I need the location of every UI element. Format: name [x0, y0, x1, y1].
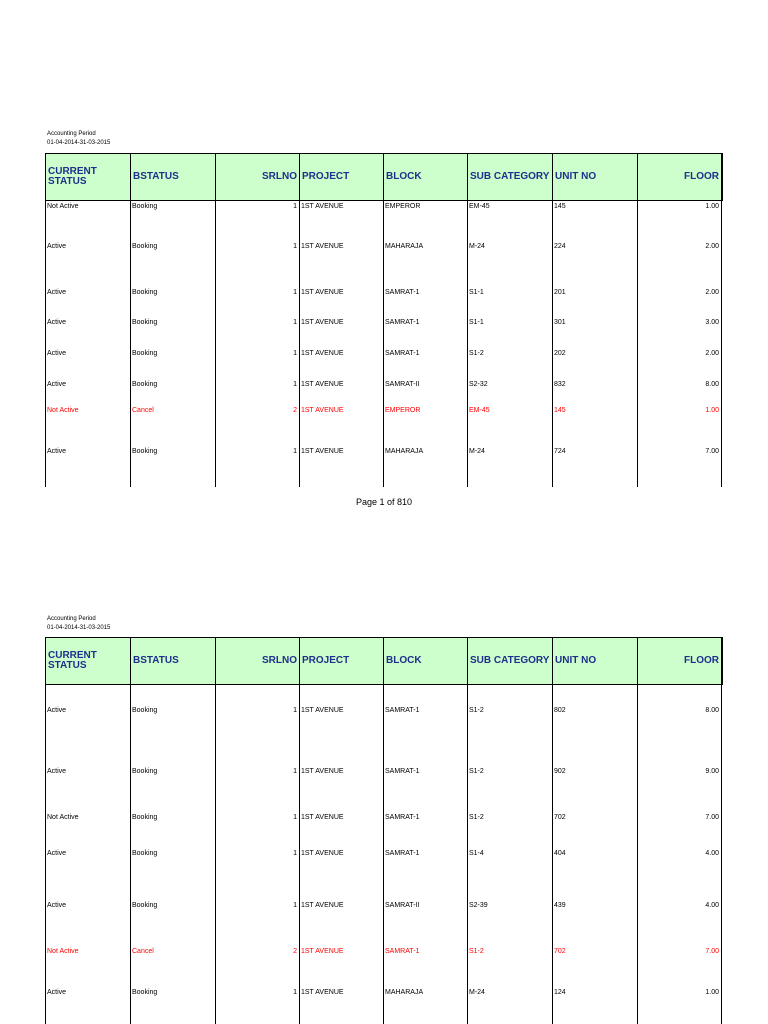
subcategory-cell: S1-2 [469, 768, 484, 775]
column-divider [299, 637, 300, 1024]
project-cell: 1ST AVENUE [301, 319, 344, 326]
period-value: 01-04-2014-31-03-2015 [47, 625, 111, 631]
unitno-cell: 802 [554, 707, 566, 714]
bstatus-cell: Booking [132, 448, 158, 455]
status-cell: Not Active [47, 814, 79, 821]
subcategory-cell: S1-2 [469, 350, 484, 357]
column-divider [721, 153, 722, 487]
bstatus-cell: Booking [132, 289, 158, 296]
project-cell: 1ST AVENUE [301, 203, 344, 210]
status-cell: Active [47, 989, 67, 996]
project-cell: 1ST AVENUE [301, 381, 344, 388]
column-divider [215, 637, 216, 1024]
srlno-cell: 1 [293, 243, 297, 250]
block-cell: SAMRAT-1 [385, 850, 420, 857]
column-divider [299, 153, 300, 487]
project-cell: 1ST AVENUE [301, 768, 344, 775]
column-divider [637, 637, 638, 1024]
block-cell: SAMRAT-1 [385, 707, 420, 714]
unitno-cell: 832 [554, 381, 566, 388]
srlno-cell: 1 [293, 203, 297, 210]
block-header: BLOCK [386, 655, 422, 666]
project-cell: 1ST AVENUE [301, 289, 344, 296]
status-cell: Active [47, 319, 67, 326]
bstatus-cell: Booking [132, 707, 158, 714]
project-cell: 1ST AVENUE [301, 814, 344, 821]
block-cell: SAMRAT-1 [385, 948, 420, 955]
status-header: CURRENT STATUS [48, 166, 97, 187]
floor-cell: 4.00 [705, 902, 719, 909]
bstatus-cell: Cancel [132, 407, 154, 414]
column-divider [130, 153, 131, 487]
subcategory-cell: S1-1 [469, 289, 484, 296]
subcategory-cell: S1-4 [469, 850, 484, 857]
column-divider [383, 637, 384, 1024]
floor-cell: 3.00 [705, 319, 719, 326]
subcategory-cell: M-24 [469, 448, 485, 455]
bstatus-cell: Booking [132, 850, 158, 857]
unitno-header: UNIT NO [555, 171, 597, 182]
status-cell: Active [47, 850, 67, 857]
unitno-cell: 439 [554, 902, 566, 909]
bstatus-cell: Booking [132, 319, 158, 326]
period-label: Accounting Period [47, 131, 96, 137]
status-header: CURRENT STATUS [48, 650, 97, 671]
unitno-cell: 201 [554, 289, 566, 296]
block-cell: EMPEROR [385, 203, 421, 210]
srlno-cell: 1 [293, 707, 297, 714]
subcategory-cell: S1-2 [469, 814, 484, 821]
srlno-cell: 1 [293, 902, 297, 909]
project-cell: 1ST AVENUE [301, 407, 344, 414]
bstatus-cell: Cancel [132, 948, 154, 955]
floor-cell: 4.00 [705, 850, 719, 857]
status-cell: Active [47, 902, 67, 909]
status-cell: Active [47, 381, 67, 388]
status-cell: Not Active [47, 203, 79, 210]
floor-cell: 1.00 [705, 989, 719, 996]
bstatus-cell: Booking [132, 902, 158, 909]
floor-cell: 7.00 [705, 448, 719, 455]
srlno-cell: 1 [293, 448, 297, 455]
floor-cell: 9.00 [705, 768, 719, 775]
floor-cell: 7.00 [705, 948, 719, 955]
block-cell: SAMRAT-1 [385, 814, 420, 821]
accounting-period [47, 130, 110, 148]
floor-cell: 2.00 [705, 350, 719, 357]
block-cell: MAHARAJA [385, 989, 424, 996]
floor-cell: 8.00 [705, 381, 719, 388]
floor-header: FLOOR [684, 655, 719, 666]
period-label: Accounting Period [47, 616, 96, 622]
table-header [45, 153, 723, 201]
block-header: BLOCK [386, 171, 422, 182]
block-cell: SAMRAT-1 [385, 768, 420, 775]
subcategory-cell: S1-1 [469, 319, 484, 326]
column-divider [552, 637, 553, 1024]
column-divider [467, 637, 468, 1024]
column-divider [467, 153, 468, 487]
column-divider [45, 153, 46, 487]
unitno-cell: 902 [554, 768, 566, 775]
floor-cell: 1.00 [705, 203, 719, 210]
subcategory-cell: S2-32 [469, 381, 488, 388]
project-cell: 1ST AVENUE [301, 707, 344, 714]
srlno-cell: 1 [293, 989, 297, 996]
srlno-cell: 1 [293, 319, 297, 326]
status-cell: Not Active [47, 948, 79, 955]
block-cell: SAMRAT-II [385, 902, 420, 909]
subcategory-cell: EM-45 [469, 407, 490, 414]
unitno-cell: 124 [554, 989, 566, 996]
status-cell: Active [47, 243, 67, 250]
subcategory-cell: S1-2 [469, 707, 484, 714]
block-cell: EMPEROR [385, 407, 421, 414]
floor-cell: 2.00 [705, 243, 719, 250]
subcategory-cell: M-24 [469, 243, 485, 250]
page-number: Page 1 of 810 [355, 497, 413, 507]
project-cell: 1ST AVENUE [301, 850, 344, 857]
unitno-cell: 145 [554, 407, 566, 414]
bstatus-header: BSTATUS [133, 655, 179, 666]
floor-header: FLOOR [684, 171, 719, 182]
floor-cell: 7.00 [705, 814, 719, 821]
subcategory-cell: EM-45 [469, 203, 490, 210]
column-divider [552, 153, 553, 487]
unitno-cell: 702 [554, 814, 566, 821]
bstatus-cell: Booking [132, 203, 158, 210]
block-cell: MAHARAJA [385, 448, 424, 455]
subcategory-cell: S1-2 [469, 948, 484, 955]
project-header: PROJECT [302, 171, 350, 182]
status-cell: Active [47, 707, 67, 714]
unitno-cell: 702 [554, 948, 566, 955]
subcategory-header: SUB CATEGORY [470, 655, 550, 666]
subcategory-cell: M-24 [469, 989, 485, 996]
status-cell: Active [47, 350, 67, 357]
project-cell: 1ST AVENUE [301, 948, 344, 955]
unitno-cell: 404 [554, 850, 566, 857]
block-cell: SAMRAT-1 [385, 350, 420, 357]
bstatus-header: BSTATUS [133, 171, 179, 182]
srlno-cell: 1 [293, 381, 297, 388]
block-cell: MAHARAJA [385, 243, 424, 250]
block-cell: SAMRAT-II [385, 381, 420, 388]
status-cell: Active [47, 448, 67, 455]
unitno-cell: 301 [554, 319, 566, 326]
srlno-cell: 1 [293, 350, 297, 357]
srlno-header: SRLNO [262, 655, 297, 666]
project-cell: 1ST AVENUE [301, 989, 344, 996]
srlno-cell: 1 [293, 768, 297, 775]
srlno-cell: 1 [293, 289, 297, 296]
unitno-cell: 145 [554, 203, 566, 210]
srlno-cell: 1 [293, 850, 297, 857]
project-cell: 1ST AVENUE [301, 350, 344, 357]
project-cell: 1ST AVENUE [301, 902, 344, 909]
unitno-cell: 224 [554, 243, 566, 250]
srlno-cell: 2 [293, 948, 297, 955]
block-cell: SAMRAT-1 [385, 319, 420, 326]
srlno-header: SRLNO [262, 171, 297, 182]
column-divider [721, 637, 722, 1024]
bstatus-cell: Booking [132, 989, 158, 996]
project-cell: 1ST AVENUE [301, 243, 344, 250]
bstatus-cell: Booking [132, 350, 158, 357]
project-header: PROJECT [302, 655, 350, 666]
unitno-cell: 724 [554, 448, 566, 455]
table-header [45, 637, 723, 685]
project-cell: 1ST AVENUE [301, 448, 344, 455]
bstatus-cell: Booking [132, 381, 158, 388]
status-cell: Not Active [47, 407, 79, 414]
bstatus-cell: Booking [132, 243, 158, 250]
bstatus-cell: Booking [132, 814, 158, 821]
srlno-cell: 1 [293, 814, 297, 821]
status-cell: Active [47, 289, 67, 296]
floor-cell: 1.00 [705, 407, 719, 414]
floor-cell: 8.00 [705, 707, 719, 714]
accounting-period [47, 615, 110, 633]
status-cell: Active [47, 768, 67, 775]
column-divider [45, 637, 46, 1024]
floor-cell: 2.00 [705, 289, 719, 296]
unitno-cell: 202 [554, 350, 566, 357]
subcategory-header: SUB CATEGORY [470, 171, 550, 182]
srlno-cell: 2 [293, 407, 297, 414]
unitno-header: UNIT NO [555, 655, 597, 666]
period-value: 01-04-2014-31-03-2015 [47, 140, 111, 146]
block-cell: SAMRAT-1 [385, 289, 420, 296]
column-divider [383, 153, 384, 487]
subcategory-cell: S2-39 [469, 902, 488, 909]
bstatus-cell: Booking [132, 768, 158, 775]
column-divider [130, 637, 131, 1024]
